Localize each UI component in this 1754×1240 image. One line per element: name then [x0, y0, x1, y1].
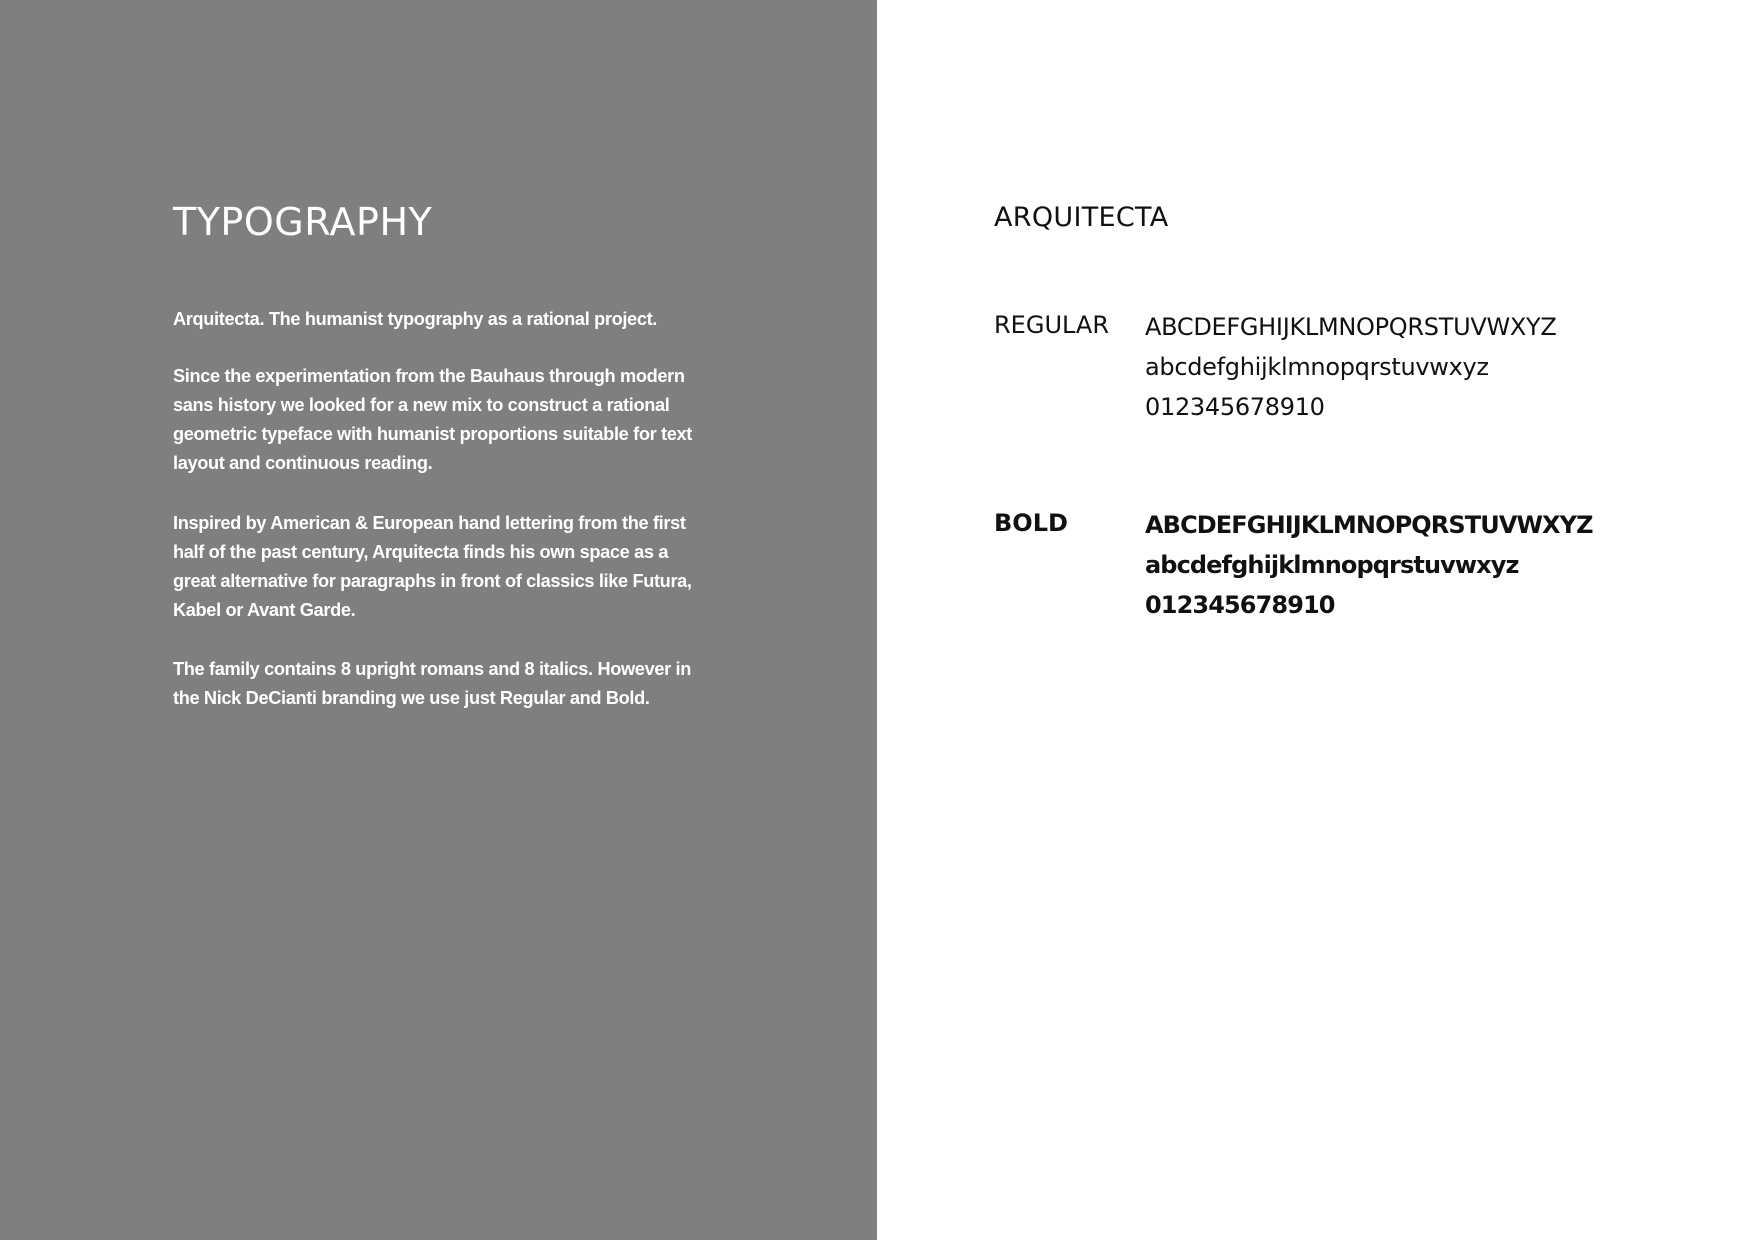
history-paragraph: Since the experimentation from the Bauhaus through modern sans history we looked for a new mix to construct a rational geometric typeface with humanist proportions suitable for text layout and continuous reading.	[173, 366, 692, 473]
specimen-regular-numerals: 012345678910	[1145, 393, 1325, 421]
specimen-bold	[1145, 505, 1593, 625]
inspiration-paragraph: Inspired by American & European hand lettering from the first half of the past century, Arquitecta finds his own space as a great alternative for paragraphs in front of classics like Futura, Kabel or Avant Garde.	[173, 513, 692, 620]
weight-label-bold: BOLD	[994, 509, 1068, 537]
specimen-regular	[1145, 307, 1557, 427]
font-name: ARQUITECTA	[994, 202, 1169, 233]
specimen-regular-uppercase: ABCDEFGHIJKLMNOPQRSTUVWXYZ	[1145, 313, 1557, 341]
weight-label-regular: REGULAR	[994, 311, 1110, 339]
specimen-bold-uppercase: ABCDEFGHIJKLMNOPQRSTUVWXYZ	[1145, 511, 1593, 539]
specimen-regular-lowercase: abcdefghijklmnopqrstuvwxyz	[1145, 353, 1489, 381]
specimen-bold-lowercase: abcdefghijklmnopqrstuvwxyz	[1145, 551, 1519, 579]
page-title: TYPOGRAPHY	[173, 200, 433, 244]
intro-paragraph: Arquitecta. The humanist typography as a rational project.	[173, 309, 657, 329]
family-paragraph: The family contains 8 upright romans and 8 italics. However in the Nick DeCianti branding we use just Regular and Bold.	[173, 659, 691, 708]
specimen-bold-numerals: 012345678910	[1145, 591, 1335, 619]
